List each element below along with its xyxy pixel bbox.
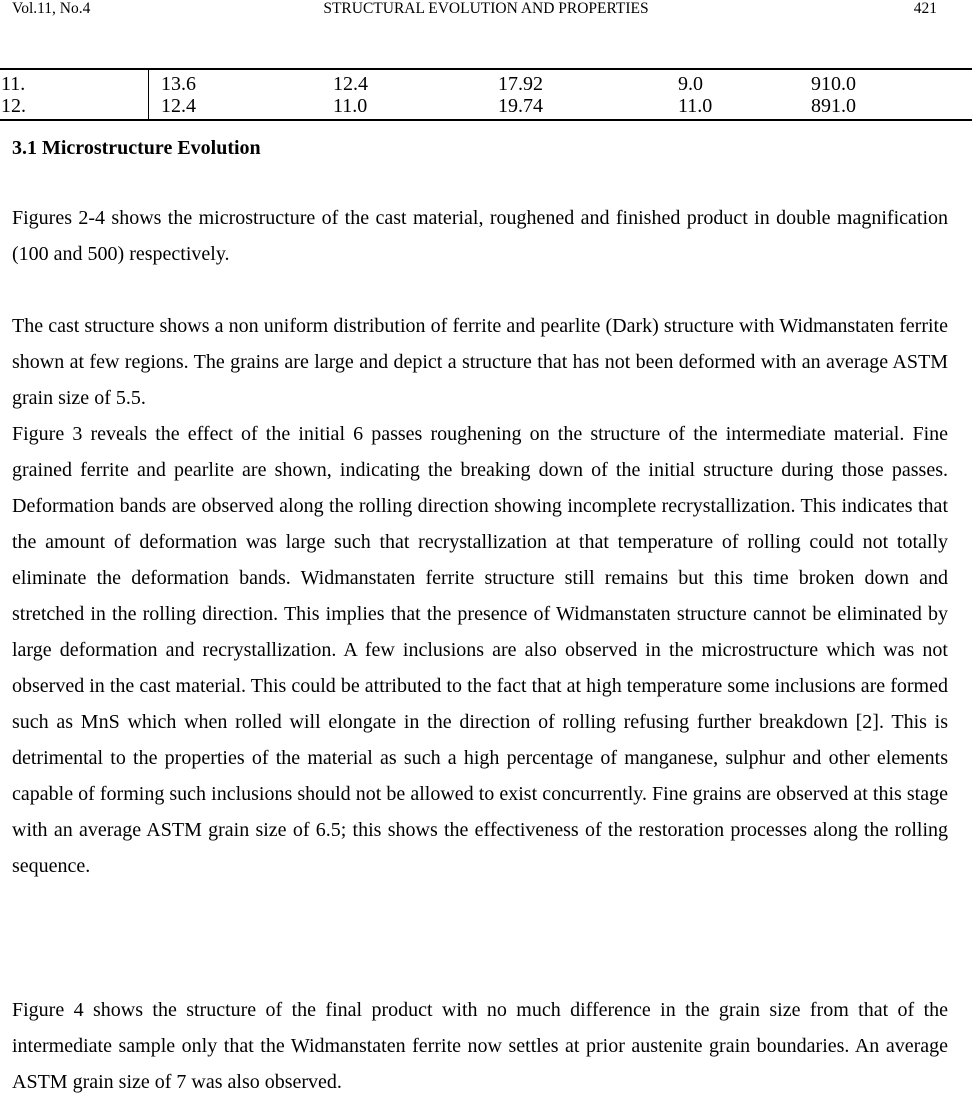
running-header [0, 0, 972, 24]
paragraph: Figure 3 reveals the effect of the initial 6 passes roughening on the structure of the intermediate material. Fine grained ferrite and pearlite are shown, indicating the breaking down of the initial structure during those passes. Deformation bands are observed along the rolling direction showing incomplete recrystallization. This indicates that the amount of deformation was large such that recrystallization at that temperature of rolling could not totally eliminate the deformation bands. Widmanstaten ferrite structure still remains but this time broken down and stretched in the rolling direction. This implies that the presence of Widmanstaten structure cannot be eliminated by large deformation and recrystallization. A few inclusions are also observed in the microstructure which was not observed in the cast material. This could be attributed to the fact that at high temperature some inclusions are formed such as MnS which when rolled will elongate in the direction of rolling refusing further breakdown [2]. This is detrimental to the properties of the material as such a high percentage of manganese, sulphur and other elements capable of forming such inclusions should not be allowed to exist concurrently. Fine grains are observed at this stage with an average ASTM grain size of 6.5; this shows the effectiveness of the restoration processes along the rolling sequence. [12, 423, 948, 877]
section-heading: 3.1 Microstructure Evolution [12, 137, 261, 159]
data-table [0, 68, 972, 121]
table-row [0, 94, 972, 120]
running-title: STRUCTURAL EVOLUTION AND PROPERTIES [323, 0, 649, 17]
table-cell: 12.4 [161, 95, 196, 117]
table-cell: 11.0 [678, 95, 713, 117]
table-cell: 11.0 [333, 95, 368, 117]
paragraph: Figure 4 shows the structure of the final product with no much difference in the grain size from that of the intermediate sample only that the Widmanstaten ferrite now settles at prior austenite grain boundaries. An average ASTM grain size of 7 was also observed. [12, 999, 948, 1093]
paragraph: The cast structure shows a non uniform distribution of ferrite and pearlite (Dark) structure with Widmanstaten ferrite shown at few regions. The grains are large and depict a structure that has not been deformed with an average ASTM grain size of 5.5. [12, 315, 948, 409]
table-cell: 12.4 [333, 73, 368, 95]
table-cell: 12. [0, 94, 149, 120]
table-cell: 9.0 [678, 73, 703, 95]
table-cell: 17.92 [498, 73, 543, 95]
journal-volume: Vol.11, No.4 [12, 0, 91, 17]
table-cell: 13.6 [161, 73, 196, 95]
table-cell: 19.74 [498, 95, 543, 117]
table-cell: 11. [0, 69, 149, 94]
paragraph: Figures 2-4 shows the microstructure of the cast material, roughened and finished product in double magnification (100 and 500) respectively. [12, 207, 948, 265]
table-cell: 910.0 [811, 73, 856, 95]
table-row [0, 69, 972, 94]
table-cell: 891.0 [811, 95, 856, 117]
page-number: 421 [913, 0, 937, 17]
